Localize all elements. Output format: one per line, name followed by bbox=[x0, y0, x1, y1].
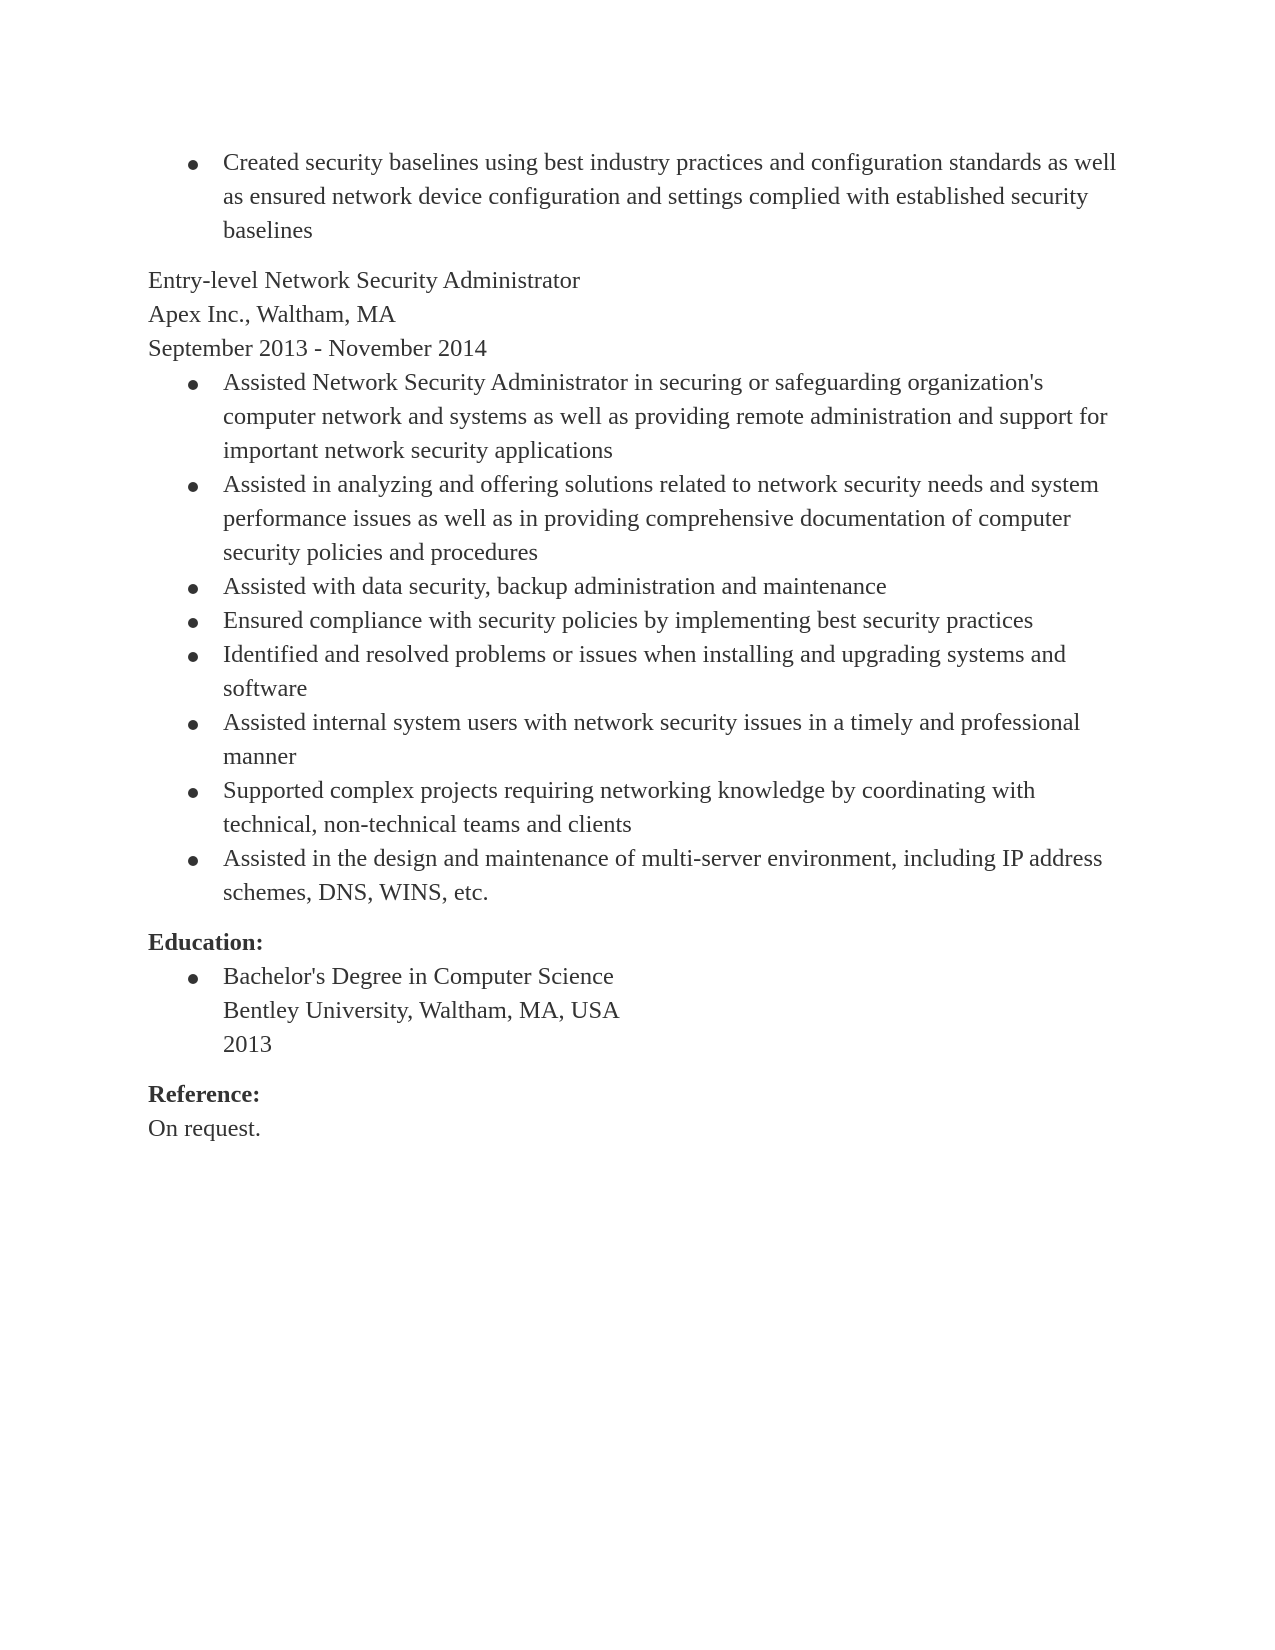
bullet-text: Assisted in analyzing and offering solutions related to network security needs and system performance issues as well as in providing comprehensive documentation of computer security policies and procedures bbox=[223, 471, 1099, 566]
list-item bbox=[148, 774, 1128, 842]
list-item bbox=[148, 604, 1128, 638]
bullet-text: Created security baselines using best industry practices and configuration standards as well as ensured network device configuration and settings complied with established security baselines bbox=[223, 149, 1117, 244]
bullet-text: Assisted in the design and maintenance of multi-server environment, including IP address schemes, DNS, WINS, etc. bbox=[223, 845, 1103, 906]
job-company: Apex Inc., Waltham, MA bbox=[148, 301, 396, 328]
bullet-icon bbox=[188, 974, 198, 984]
education-year: 2013 bbox=[223, 1031, 272, 1058]
bullet-icon bbox=[188, 720, 198, 730]
education-heading: Education: bbox=[148, 929, 264, 956]
bullet-icon bbox=[188, 160, 198, 170]
bullet-text: Assisted internal system users with network security issues in a timely and professional manner bbox=[223, 709, 1081, 770]
previous-job-bullet-list bbox=[148, 146, 1128, 248]
list-item bbox=[148, 842, 1128, 910]
bullet-text: Assisted with data security, backup administration and maintenance bbox=[223, 573, 887, 600]
list-item bbox=[148, 366, 1128, 468]
bullet-icon bbox=[188, 788, 198, 798]
bullet-icon bbox=[188, 584, 198, 594]
job-dates: September 2013 - November 2014 bbox=[148, 335, 487, 362]
list-item bbox=[148, 146, 1128, 248]
education-school: Bentley University, Waltham, MA, USA bbox=[223, 997, 620, 1024]
bullet-text: Supported complex projects requiring networking knowledge by coordinating with technical, non-technical teams and clients bbox=[223, 777, 1036, 838]
bullet-icon bbox=[188, 618, 198, 628]
list-item bbox=[148, 706, 1128, 774]
bullet-icon bbox=[188, 482, 198, 492]
bullet-icon bbox=[188, 856, 198, 866]
education-list bbox=[148, 960, 1128, 1062]
bullet-text: Identified and resolved problems or issues when installing and upgrading systems and software bbox=[223, 641, 1067, 702]
bullet-icon bbox=[188, 652, 198, 662]
education-degree: Bachelor's Degree in Computer Science bbox=[223, 963, 614, 990]
list-item bbox=[148, 638, 1128, 706]
bullet-text: Assisted Network Security Administrator in securing or safeguarding organization's computer network and systems as well as providing remote administration and support for important network security applications bbox=[223, 369, 1108, 464]
list-item bbox=[148, 570, 1128, 604]
job-bullet-list bbox=[148, 366, 1128, 910]
resume-page bbox=[148, 146, 1128, 1146]
job-title: Entry-level Network Security Administrator bbox=[148, 267, 581, 294]
bullet-text: Ensured compliance with security policies by implementing best security practices bbox=[223, 607, 1034, 634]
job-header bbox=[148, 264, 1128, 366]
list-item bbox=[148, 960, 1128, 1062]
bullet-icon bbox=[188, 380, 198, 390]
list-item bbox=[148, 468, 1128, 570]
reference-heading: Reference: bbox=[148, 1081, 261, 1108]
reference-text: On request. bbox=[148, 1115, 261, 1142]
